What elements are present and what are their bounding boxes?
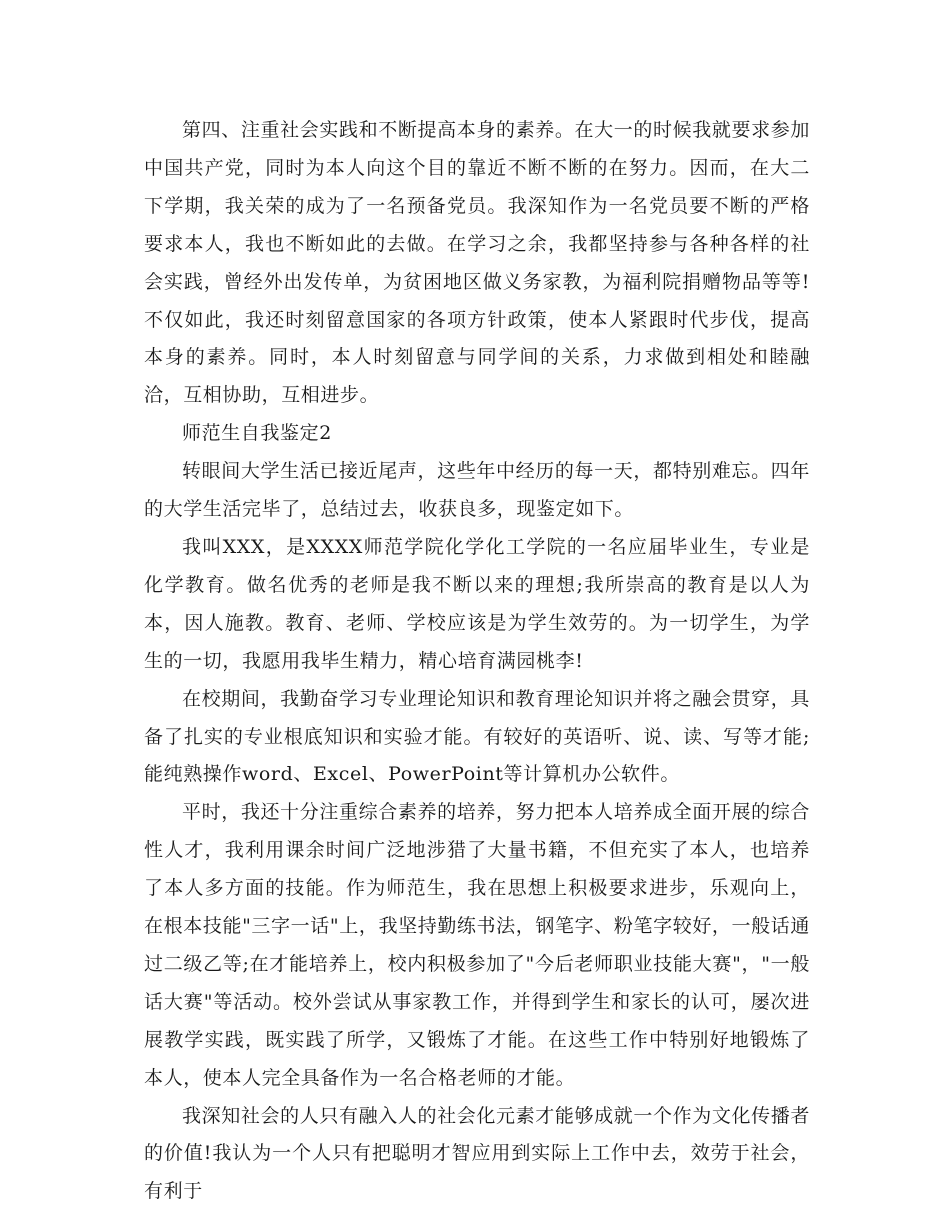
paragraph: 转眼间大学生活已接近尾声，这些年中经历的每一天，都特别难忘。四年的大学生活完毕了，总结过去，收获良多，现鉴定如下。 — [144, 460, 810, 521]
section-title: 师范生自我鉴定2 — [182, 422, 332, 445]
paragraph: 平时，我还十分注重综合素养的培养，努力把本人培养成全面开展的综合性人才，我利用课余时间广泛地涉猎了大量书籍，不但充实了本人，也培养了本人多方面的技能。作为师范生，我在思想上积极要求进步，乐观向上，在根本技能"三字一话"上，我坚持勤练书法，钢笔字、粉笔字较好，一般话通过二级乙等;在才能培养上，校内积极参加了"今后老师职业技能大赛"，"一般话大赛"等活动。校外尝试从事家教工作，并得到学生和家长的认可，屡次进展教学实践，既实践了所学，又锻炼了才能。在这些工作中特别好地锻炼了本人，使本人完全具备作为一名合格老师的才能。 — [144, 801, 810, 1089]
paragraph: 第四、注重社会实践和不断提高本身的素养。在大一的时候我就要求参加中国共产党，同时为本人向这个目的靠近不断不断的在努力。因而，在大二下学期，我关荣的成为了一名预备党员。我深知作为一名党员要不断的严格要求本人，我也不断如此的去做。在学习之余，我都坚持参与各种各样的社会实践，曾经外出发传单，为贫困地区做义务家教，为福利院捐赠物品等等!不仅如此，我还时刻留意国家的各项方针政策，使本人紧跟时代步伐，提高本身的素养。同时，本人时刻留意与同学间的关系，力求做到相处和睦融洽，互相协助，互相进步。 — [144, 119, 810, 407]
paragraph: 我叫XXX，是XXXX师范学院化学化工学院的一名应届毕业生，专业是化学教育。做名优秀的老师是我不断以来的理想;我所崇高的教育是以人为本，因人施教。教育、老师、学校应该是为学生效劳的。为一切学生，为学生的一切，我愿用我毕生精力，精心培育满园桃李! — [144, 535, 810, 672]
document-body — [144, 112, 810, 1211]
paragraph: 我深知社会的人只有融入人的社会化元素才能够成就一个作为文化传播者的价值!我认为一个人只有把聪明才智应用到实际上工作中去，效劳于社会，有利于 — [144, 1104, 810, 1203]
paragraph: 在校期间，我勤奋学习专业理论知识和教育理论知识并将之融会贯穿，具备了扎实的专业根底知识和实验才能。有较好的英语听、说、读、写等才能;能纯熟操作word、Excel、PowerPoint等计算机办公软件。 — [144, 687, 810, 786]
